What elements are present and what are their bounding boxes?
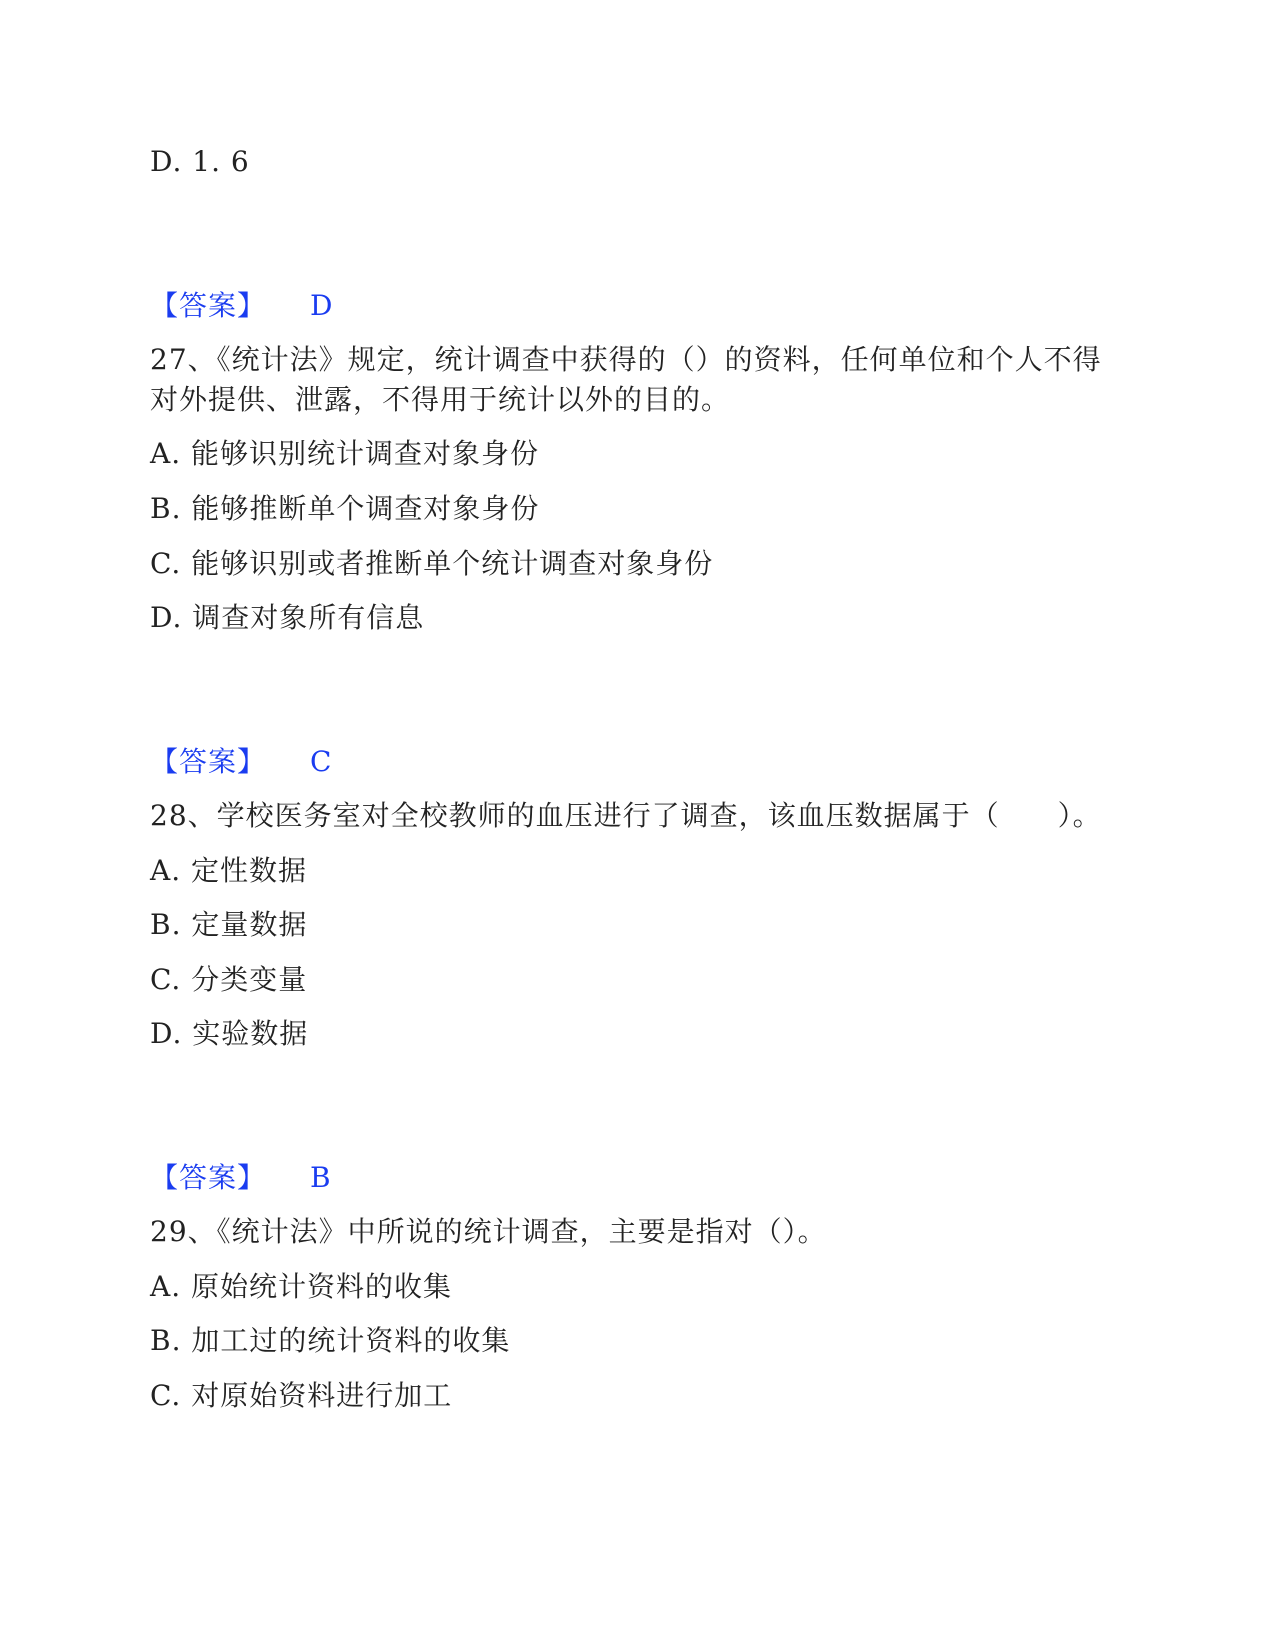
q27-option-c: C. 能够识别或者推断单个统计调查对象身份 <box>150 547 714 580</box>
q27-stem-line1: 27、《统计法》规定，统计调查中获得的（）的资料，任何单位和个人不得 <box>150 343 1102 376</box>
q28-option-d: D. 实验数据 <box>150 1017 309 1050</box>
q28-option-c: C. 分类变量 <box>150 963 308 996</box>
q29-option-b: B. 加工过的统计资料的收集 <box>150 1324 511 1357</box>
answer-27 <box>150 742 331 782</box>
answer-label: 【答案】 <box>150 289 267 322</box>
answer-value: B <box>310 1161 331 1194</box>
answer-label: 【答案】 <box>150 745 267 778</box>
q26-option-d: D. 1. 6 <box>150 145 250 178</box>
q27-option-a: A. 能够识别统计调查对象身份 <box>150 437 540 470</box>
answer-28 <box>150 1158 331 1198</box>
q27-option-b: B. 能够推断单个调查对象身份 <box>150 492 540 525</box>
q28-option-a: A. 定性数据 <box>150 854 308 887</box>
answer-value: D <box>310 289 333 322</box>
answer-value: C <box>310 745 332 778</box>
q28-stem: 28、学校医务室对全校教师的血压进行了调查，该血压数据属于（ ）。 <box>150 799 1102 832</box>
answer-26 <box>150 286 332 326</box>
q28-option-b: B. 定量数据 <box>150 908 308 941</box>
q29-option-a: A. 原始统计资料的收集 <box>150 1270 453 1303</box>
answer-label: 【答案】 <box>150 1161 267 1194</box>
q27-stem-line2: 对外提供、泄露，不得用于统计以外的目的。 <box>150 383 731 416</box>
q29-option-c: C. 对原始资料进行加工 <box>150 1379 453 1412</box>
q27-option-d: D. 调查对象所有信息 <box>150 601 425 634</box>
q29-stem: 29、《统计法》中所说的统计调查，主要是指对（）。 <box>150 1215 827 1248</box>
